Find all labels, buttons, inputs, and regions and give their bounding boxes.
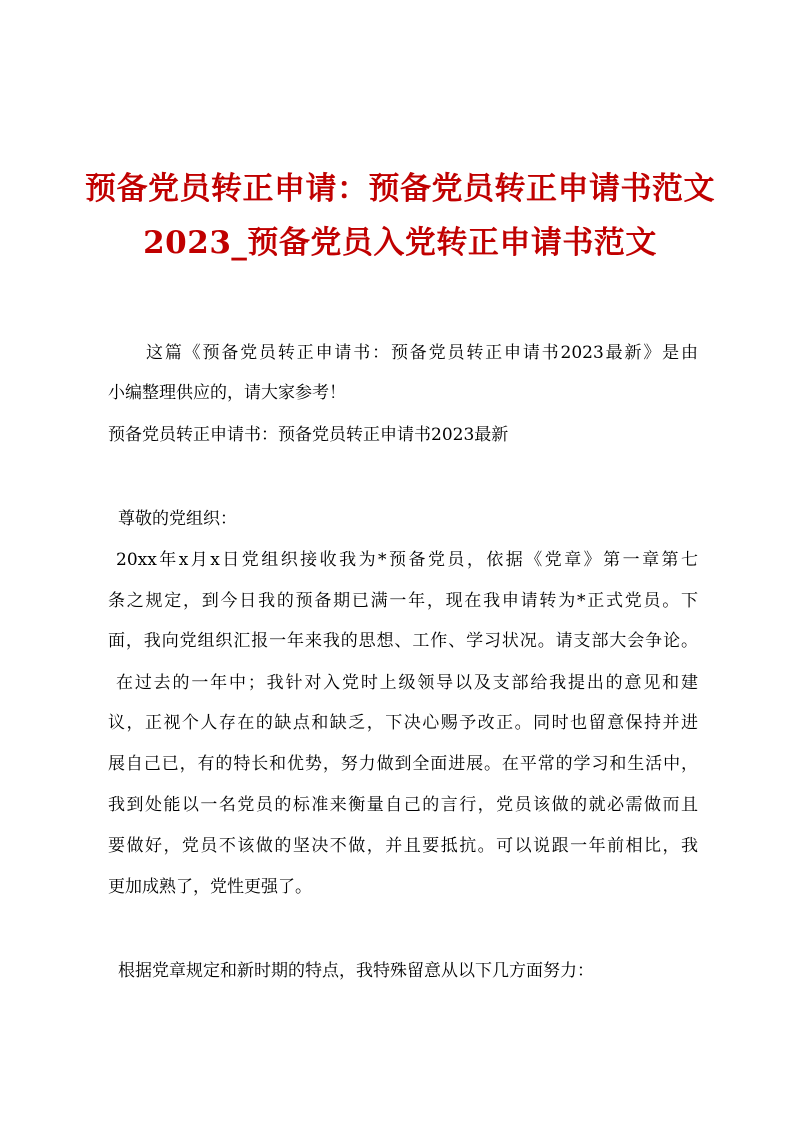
intro-line-2: 小编整理供应的，请大家参考！: [108, 383, 346, 403]
paragraph2-line-3: 展自己已，有的特长和优势，努力做到全面进展。在平常的学习和生活中，: [108, 754, 698, 774]
paragraph2-line-4: 我到处能以一名党员的标准来衡量自己的言行，党员该做的就必需做而且: [108, 795, 698, 815]
paragraph3: 根据党章规定和新时期的特点，我特殊留意从以下几方面努力：: [118, 961, 594, 981]
paragraph2-line-5: 要做好，党员不该做的坚决不做，并且要抵抗。可以说跟一年前相比，我: [108, 836, 698, 856]
intro-line-1: 这篇《预备党员转正申请书：预备党员转正申请书2023最新》是由: [146, 343, 698, 363]
intro-line-3: 预备党员转正申请书：预备党员转正申请书2023最新: [108, 425, 509, 445]
paragraph1-line-3: 面，我向党组织汇报一年来我的思想、工作、学习状况。请支部大会争论。: [108, 631, 698, 651]
paragraph1-line-1: 20xx年x月x日党组织接收我为*预备党员，依据《党章》第一章第七: [116, 550, 698, 570]
document-title-line-2: 2023_预备党员入党转正申请书范文: [143, 225, 657, 261]
paragraph2-line-6: 更加成熟了，党性更强了。: [108, 877, 312, 897]
paragraph2-line-1: 在过去的一年中；我针对入党时上级领导以及支部给我提出的意见和建: [116, 673, 698, 693]
document-title-line-1: 预备党员转正申请：预备党员转正申请书范文: [85, 171, 715, 207]
salutation: 尊敬的党组织：: [118, 509, 237, 529]
paragraph1-line-2: 条之规定，到今日我的预备期已满一年，现在我申请转为*正式党员。下: [108, 591, 698, 611]
paragraph2-line-2: 议，正视个人存在的缺点和缺乏，下决心赐予改正。同时也留意保持并进: [108, 713, 698, 733]
